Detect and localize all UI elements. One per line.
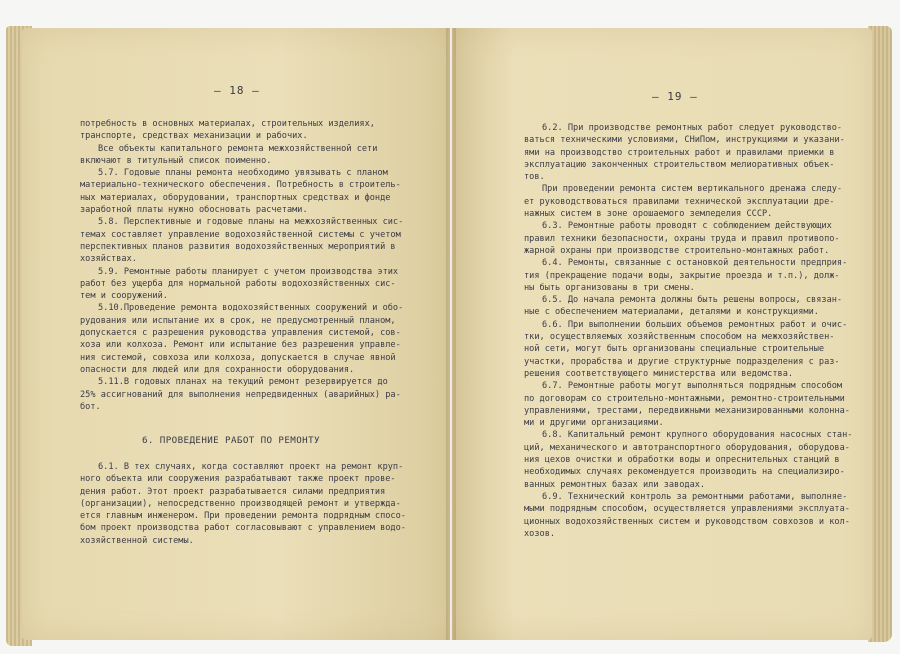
text-line: 5.7. Годовые планы ремонта необходимо увязывать с планом (98, 168, 388, 179)
text-line: необходимых случаях рекомендуется производить на специализиро- (524, 467, 845, 478)
page-number-left: — 18 — (214, 84, 260, 97)
text-line: решения соответствующего министерства или ведомства. (524, 368, 794, 379)
text-line: 6.7. Ремонтные работы могут выполняться подрядным способом (542, 381, 843, 392)
text-line: (организации), непосредственно производящей ремонт и утвержда- (80, 498, 401, 509)
text-line: 6.4. Ремонты, связанные с остановкой деятельности предприя- (542, 258, 848, 269)
text-line: допускается с разрешения руководства управления системой, сов- (80, 328, 401, 339)
text-line: по договорам со строительно-монтажными, ремонтно-строительными (524, 393, 845, 404)
text-line: 6.6. При выполнении больших объемов ремонтных работ и очис- (542, 319, 848, 330)
book-gutter (446, 28, 456, 640)
text-line: хозяйственной системы. (80, 535, 194, 546)
text-line: ми и другими организациями. (524, 418, 664, 429)
text-line: тов. (524, 172, 545, 183)
text-line: потребность в основных материалах, строительных изделиях, (80, 119, 375, 129)
text-line: ет руководствоваться правилами технической эксплуатации дре- (524, 196, 835, 207)
text-line: ны быть организованы в три смены. (524, 282, 695, 293)
text-line: ционных водохозяйственных систем и руководством совхозов и кол- (524, 516, 850, 527)
text-line: ного объекта или сооружения разрабатывают также проект прове- (80, 474, 396, 485)
text-line: перспективных планов развития водохозяйственных мероприятий в (80, 241, 396, 252)
text-line: ваться техническими условиями, СНиПом, инструкциями и указани- (524, 135, 845, 146)
text-line: ные с обеспечением материалами, деталями и конструкциями. (524, 307, 819, 318)
text-line: хозов. (524, 528, 556, 539)
text-line: 25% ассигнований для выполнения непредвиденных (аварийных) ра- (80, 389, 401, 400)
text-line: 5.11.В годовых планах на текущий ремонт резервируется до (98, 377, 388, 388)
text-line: хозяйствах. (80, 254, 137, 265)
text-line: 6.9. Технический контроль за ремонтными работами, выполняе- (542, 491, 848, 502)
text-line: мыми подрядным способом, осуществляется управлениями эксплуата- (524, 504, 850, 515)
text-line: тия (прекращение подачи воды, закрытие проезда и т.п.), долж- (524, 270, 840, 281)
page-number-right: — 19 — (652, 90, 698, 103)
text-line: 5.9. Ремонтные работы планирует с учетом производства этих (98, 266, 399, 277)
text-line: работ без ущерба для нормальной работы водохозяйственных сис- (80, 278, 396, 289)
text-line: жарной охраны при производстве строительно-монтажных работ. (524, 245, 830, 256)
text-line: материально-технического обеспечения. Потребность в строитель- (80, 180, 401, 191)
text-line: При проведении ремонта систем вертикального дренажа следу- (542, 184, 843, 195)
text-line: ных материалах, оборудовании, транспортных средствах и фонде (80, 192, 391, 203)
text-line: ной сети, могут быть организованы специальные строительные (524, 344, 825, 355)
text-line: бот. (80, 401, 101, 412)
text-line: управлениями, трестами, передвижными механизированными колонна- (524, 405, 850, 416)
text-line: 6.1. В тех случаях, когда составляют проект на ремонт круп- (98, 462, 404, 472)
text-line: участки, прорабства и другие структурные подразделения с раз- (524, 356, 840, 367)
text-line: тем и сооружений. (80, 291, 168, 302)
text-line: 6.8. Капитальный ремонт крупного оборудования насосных стан- (542, 430, 853, 441)
text-line: бом проект производства работ согласовывают с управлением водо- (80, 523, 406, 534)
text-line: рудования или испытание их в срок, не предусмотренный планом, (80, 315, 396, 326)
text-line: ций, механического и автотранспортного оборудования, оборудова- (524, 442, 850, 453)
text-line: 5.10.Проведение ремонта водохозяйственных сооружений и обо- (98, 303, 404, 314)
text-line: эксплуатацию законченных строительством мелиоративных объек- (524, 159, 835, 170)
text-line: включают в титульный список поименно. (80, 155, 272, 166)
text-line: хоза или колхоза. Ремонт или испытание без разрешения управле- (80, 340, 401, 351)
text-line: темах составляет управление водохозяйственной системы с учетом (80, 229, 401, 240)
left-page-text-top (80, 118, 440, 413)
text-line: заработной платы нужно обосновать расчетами. (80, 205, 308, 216)
text-line: правил техники безопасности, охраны труда и правил противопо- (524, 233, 840, 244)
section-heading: 6. ПРОВЕДЕНИЕ РАБОТ ПО РЕМОНТУ (142, 435, 320, 446)
text-line: ния цехов очистки и обработки воды и опреснительных станций в (524, 455, 840, 466)
text-line: опасности для людей или для сохранности оборудования. (80, 364, 355, 375)
text-line: нажных систем в зоне орошаемого земледелия СССР. (524, 209, 773, 220)
right-page-text (524, 122, 864, 540)
text-line: тки, осуществляемых хозяйственным способом на межхозяйствен- (524, 332, 835, 343)
text-line: транспорте, средствах механизации и рабочих. (80, 131, 308, 142)
text-line: дения работ. Этот проект разрабатывается силами предприятия (80, 486, 386, 497)
text-line: 6.5. До начала ремонта должны быть решены вопросы, связан- (542, 295, 843, 306)
text-line: ями на производство строительных работ и правилами приемки в (524, 147, 835, 158)
text-line: 5.8. Перспективные и годовые планы на межхозяйственных сис- (98, 217, 404, 228)
text-line: ванных ремонтных базах или заводах. (524, 479, 706, 490)
text-line: 6.3. Ремонтные работы проводят с соблюдением действующих (542, 221, 832, 232)
text-line: Все объекты капитального ремонта межхозяйственной сети (98, 143, 378, 154)
text-line: ния системой, совхоза или колхоза, допускается в случае явной (80, 352, 396, 363)
text-line: ется главным инженером. При проведении ремонта подрядным спосо- (80, 511, 406, 522)
left-page-text-bottom (80, 461, 440, 547)
text-line: 6.2. При производстве ремонтных работ следует руководство- (542, 123, 843, 133)
